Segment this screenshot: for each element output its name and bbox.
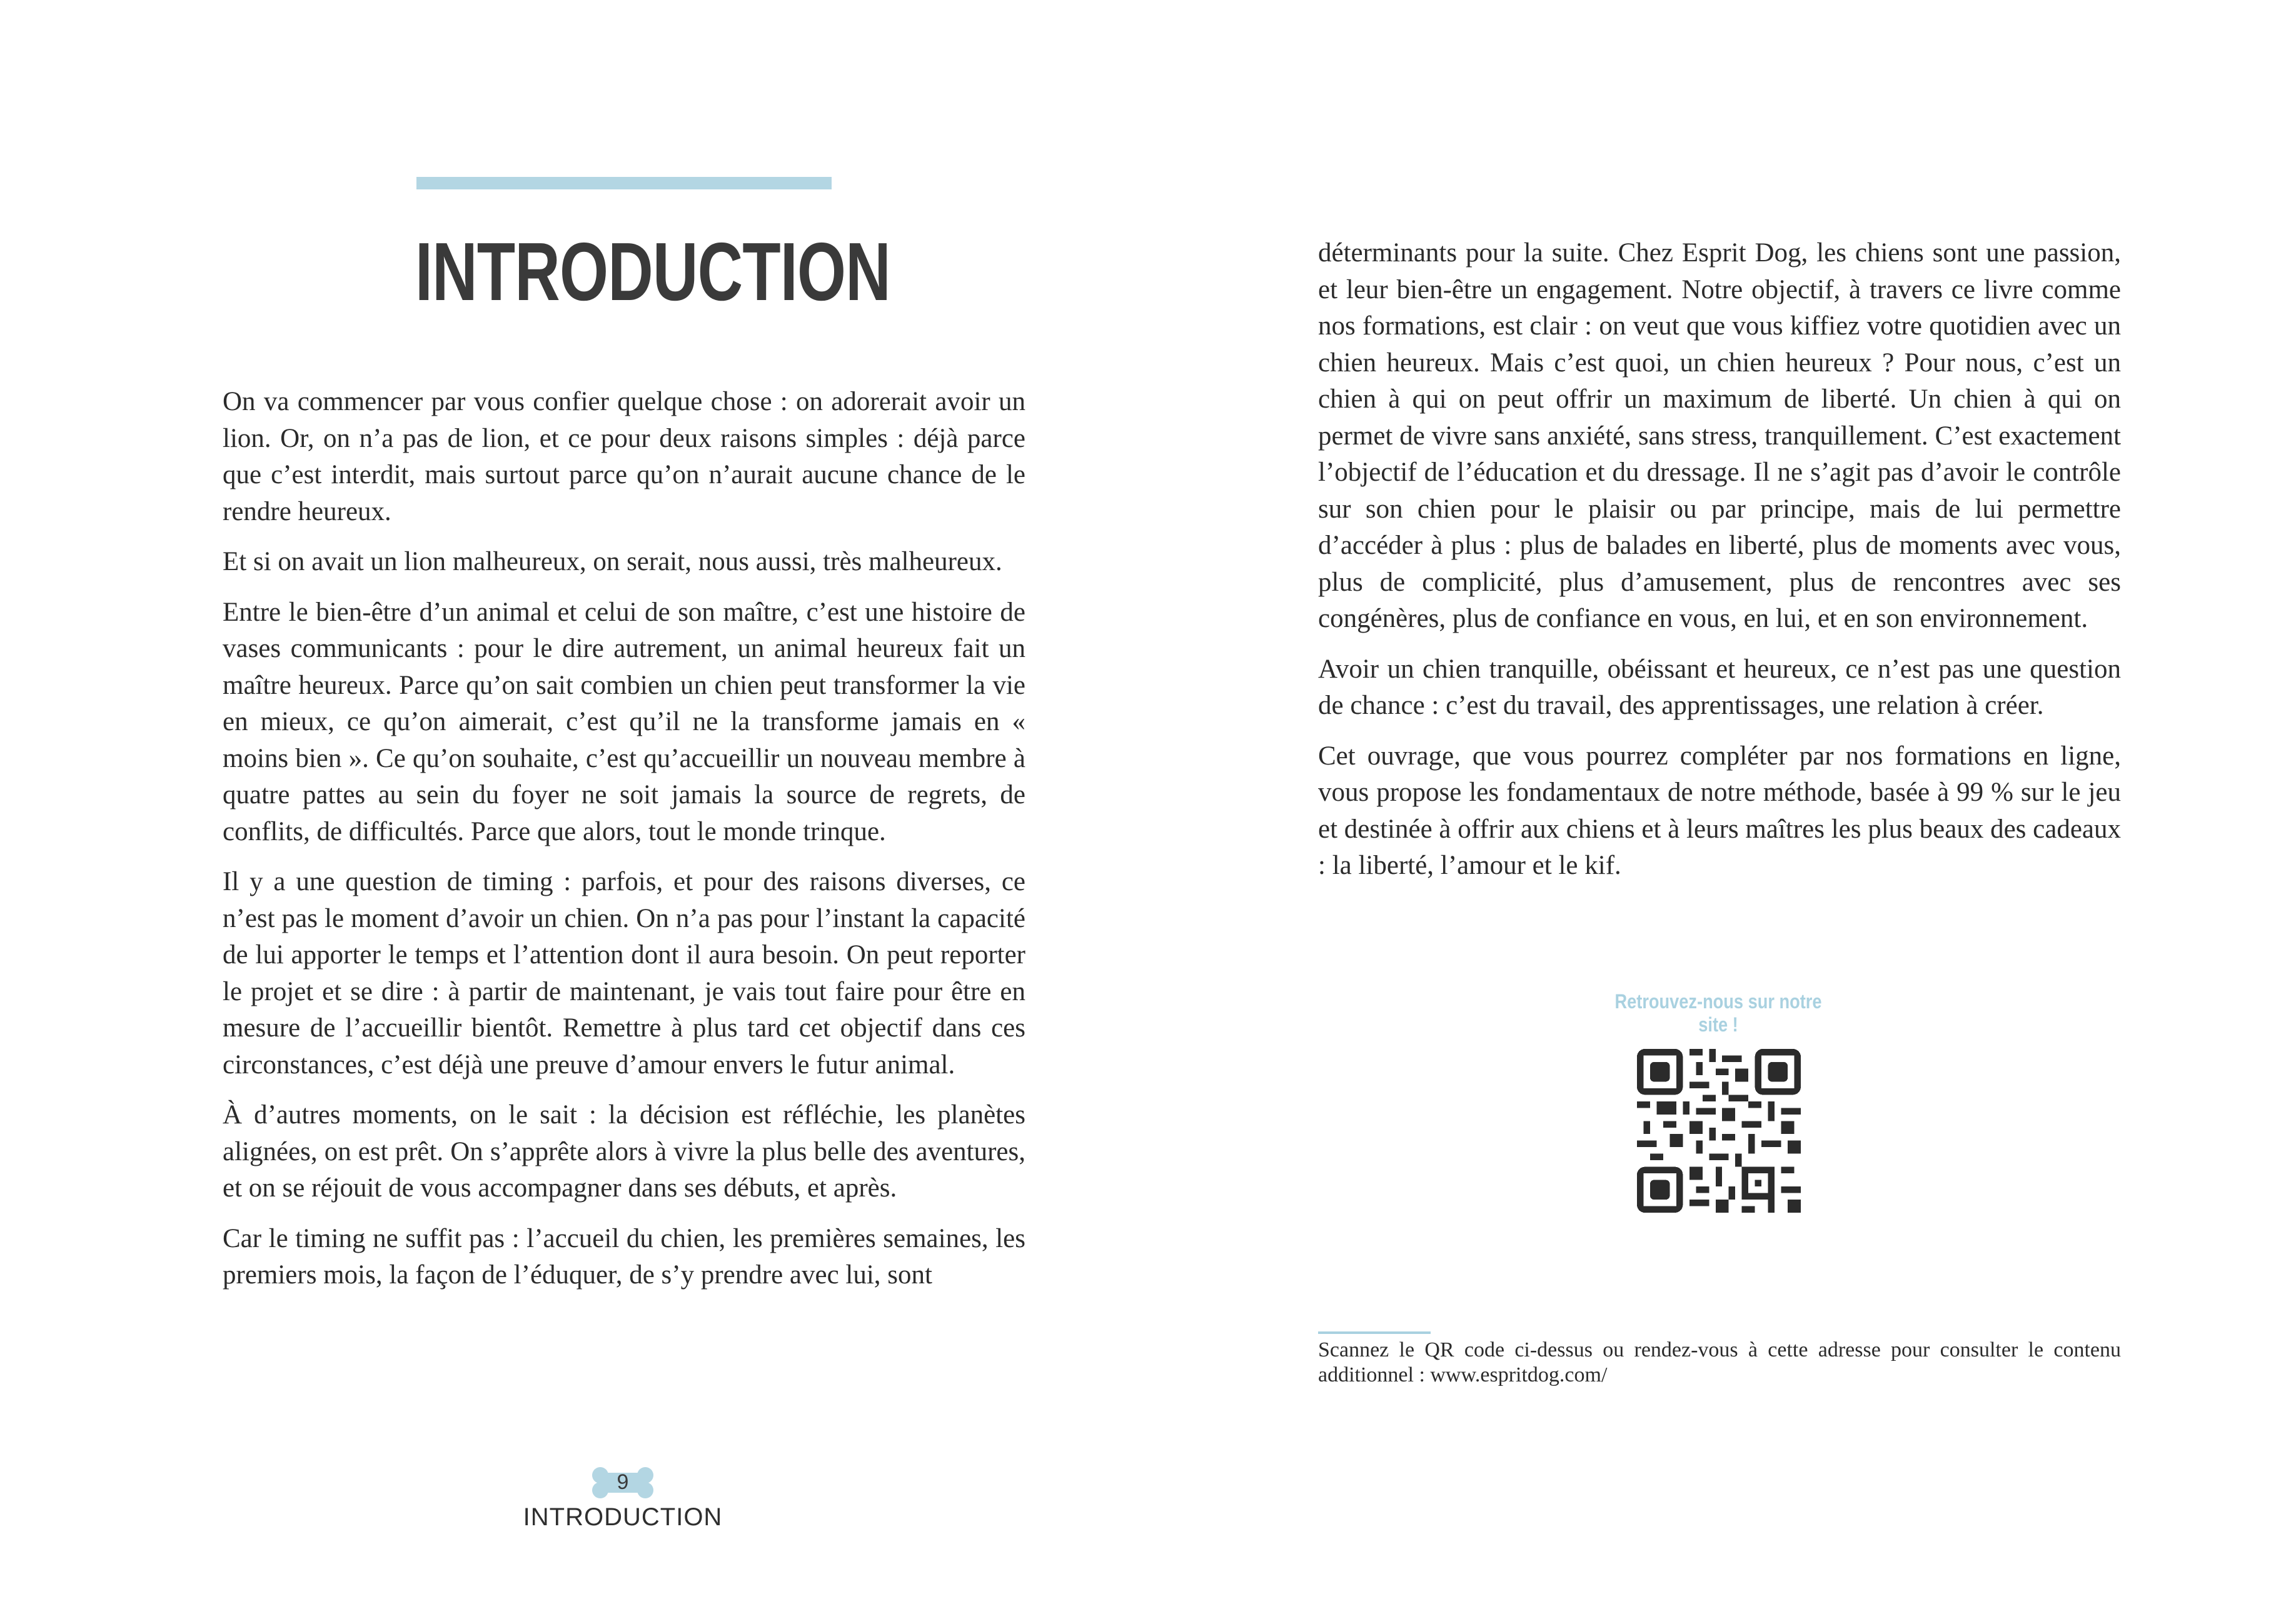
qr-code-icon[interactable] [1637,1049,1801,1213]
page-number: 9 [617,1470,629,1494]
left-body-text [223,384,1025,1308]
website-callout: Retrouvez-nous sur notre site ! [1614,990,1822,1036]
paragraph: Cet ouvrage, que vous pourrez compléter par nos formations en ligne, vous propose les fondamentaux de notre méthode, basée à 99 % sur le jeu et destinée à offrir aux chiens et à leurs maîtres les plus beaux des cadeaux : la liberté, l’amour et le kif. [1318,741,2121,880]
paragraph: Et si on avait un lion malheureux, on serait, nous aussi, très malheureux. [223,547,1002,576]
paragraph: Avoir un chien tranquille, obéissant et heureux, ce n’est pas une question de chance : c’est du travail, des apprentissages, une relation à créer. [1318,654,2121,720]
title-accent-bar [416,177,832,189]
chapter-title: INTRODUCTION [415,226,890,318]
running-head: INTRODUCTION [523,1503,723,1531]
paragraph: Entre le bien-être d’un animal et celui de son maître, c’est une histoire de vases communicants : pour le dire autrement, un animal heureux fait un maître heureux. Parce qu’on sait combien un chien peut transformer la vie en mieux, ce qu’on aimerait, c’est qu’il ne la transforme jamais en « moins bien ». Ce qu’on souhaite, c’est qu’accueillir un nouveau membre à quatre pattes au sein du foyer ne soit jamais la source de regrets, de conflits, de difficultés. Parce que alors, tout le monde trinque. [223,597,1025,846]
paragraph: Car le timing ne suffit pas : l’accueil du chien, les premières semaines, les premiers mois, la façon de l’éduquer, de s’y prendre avec lui, sont [223,1223,1025,1290]
right-body-text [1318,235,2121,898]
paragraph: Il y a une question de timing : parfois, et pour des raisons diverses, ce n’est pas le moment d’avoir un chien. On n’a pas pour l’instant la capacité de lui apporter le temps et l’attention dont il aura besoin. On peut reporter le projet et se dire : à partir de maintenant, je vais tout faire pour être en mesure de l’accueillir bientôt. Remettre à plus tard cet objectif dans ces circonstances, c’est déjà une preuve d’amour envers le futur animal. [223,867,1025,1080]
footnote: Scannez le QR code ci-dessus ou rendez-vous à cette adresse pour consulter le contenu additionnel : www.espritdog.com/ [1318,1338,2121,1386]
paragraph: On va commencer par vous confier quelque chose : on adorerait avoir un lion. Or, on n’a pas de lion, et ce pour deux raisons simples : déjà parce que c’est interdit, mais surtout parce qu’on n’aurait aucune chance de le rendre heureux. [223,387,1025,526]
paragraph: déterminants pour la suite. Chez Esprit Dog, les chiens sont une passion, et leur bien-être un engagement. Notre objectif, à travers ce livre comme nos formations, est clair : on veut que vous kiffiez votre quotidien avec un chien heureux. Mais c’est quoi, un chien heureux ? Pour nous, c’est un chien à qui on peut offrir un maximum de liberté. Un chien à qui on permet de vivre sans anxiété, sans stress, tranquillement. C’est exactement l’objectif de l’éducation et du dressage. Il ne s’agit pas d’avoir le contrôle sur son chien pour le plaisir ou par principe, mais de lui permettre d’accéder à plus : plus de balades en liberté, plus de moments avec vous, plus de complicité, plus d’amusement, plus de rencontres avec ses congénères, plus de confiance en vous, en lui, et en son environnement. [1318,238,2121,633]
footnote-rule [1318,1331,1431,1334]
paragraph: À d’autres moments, on le sait : la décision est réfléchie, les planètes alignées, on est prêt. On s’apprête alors à vivre la plus belle des aventures, et on se réjouit de vous accompagner dans ses débuts, et après. [223,1100,1025,1203]
